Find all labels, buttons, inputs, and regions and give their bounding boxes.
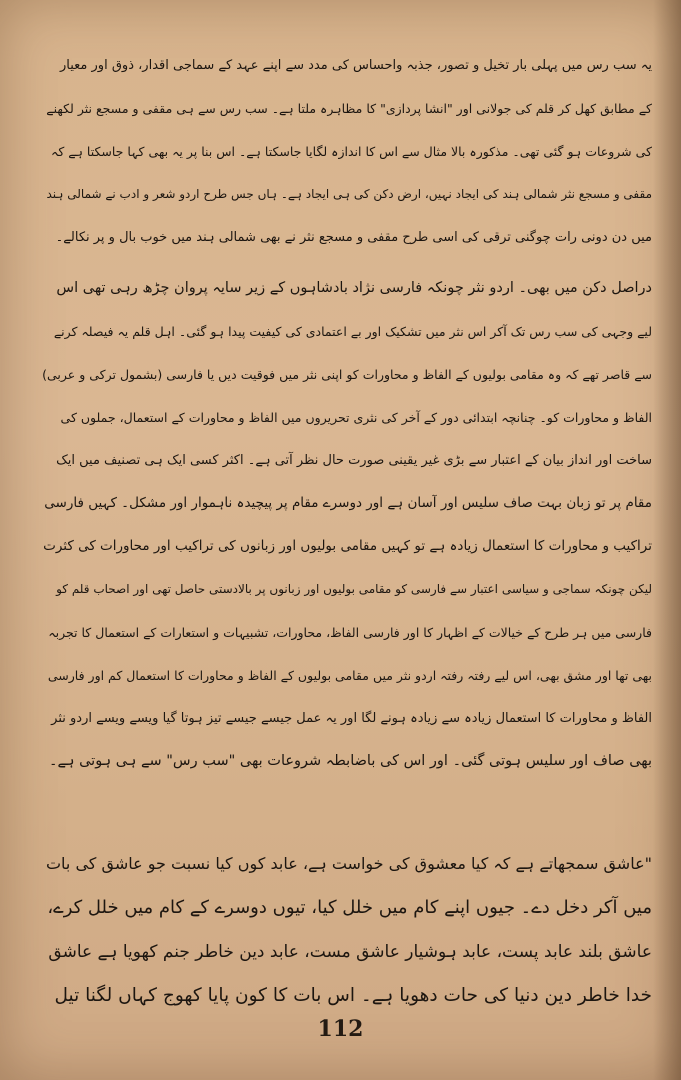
text-line: کے مطابق کھل کر قلم کی جولانی اور "انشا پردازی" کا مظاہرہ ملتا ہے۔ سب رس سے ہی مقفی و مسجع نثر لکھنے	[46, 101, 652, 116]
text-line: تراکیب و محاورات کا استعمال زیادہ ہے تو کہیں مقامی بولیوں اور زبانوں کی تراکیب اور محاورات کی کثرت	[43, 538, 652, 554]
text-line: دراصل دکن میں بھی۔ اردو نثر چونکہ فارسی نژاد بادشاہوں کے زیر سایہ پروان چڑھ رہی تھی اس	[56, 280, 652, 296]
text-line: یہ سب رس میں پہلی بار تخیل و تصور، جذبہ واحساس کی مدد سے اپنے عہد کے سماجی اقدار، ذوق اور معیار	[60, 58, 652, 73]
quotation-block	[40, 842, 652, 1018]
body-text	[40, 44, 652, 783]
text-line: بھی تھا اور مشق بھی، اس لیے رفتہ رفتہ اردو نثر میں مقامی بولیوں کے الفاظ و محاورات کا استعمال کم اور فارسی	[47, 668, 652, 683]
page-number: 112	[317, 1016, 364, 1042]
text-line: میں دن دونی رات چوگنی ترقی کی اسی طرح مقفی و مسجع نثر نے بھی شمالی ہند میں خوب بال و پر نکالے۔	[55, 230, 652, 245]
quote-line: خدا خاطر دین دنیا کی حات دھویا ہے۔ اس بات کا کون پایا کھوج کہاں لگنا تیل	[54, 985, 652, 1006]
text-line: لیے وجہی کی سب رس تک آکر اس نثر میں تشکیک اور بے اعتمادی کی کیفیت پیدا ہو گئی۔ اہل قلم یہ فیصلہ کرنے	[53, 324, 652, 339]
text-line: لیکن چونکہ سماجی و سیاسی اعتبار سے فارسی کو مقامی بولیوں اور زبانوں پر بالادستی حاصل تھی اور اصحاب قلم کو	[56, 582, 652, 596]
text-line: کی شروعات ہو گئی تھی۔ مذکورہ بالا مثال سے اس کا اندازہ لگایا جاسکتا ہے۔ اس بنا پر یہ بھی کہا جاسکتا ہے کہ	[51, 144, 652, 159]
quote-line: "عاشق سمجھاتے ہے کہ کیا معشوق کی خواست ہے، عابد کوں کیا نسبت جو عاشق کی بات	[45, 854, 652, 873]
text-line: الفاظ و محاورات کو۔ چنانچہ ابتدائی دور کے آخر کی نثری تحریروں میں الفاظ و محاورات کے استعمال، جملوں کی	[60, 410, 652, 425]
text-line: مقفی و مسجع نثر شمالی ہند کی ایجاد نہیں، ارض دکن کی ہی ایجاد ہے۔ ہاں جس طرح اردو شعر و ادب نے شمالی ہند	[46, 187, 652, 201]
quote-line: میں آکر دخل دے۔ جیوں اپنے کام میں خلل کیا، تیوں دوسرے کے کام میں خلل کرے،	[47, 897, 652, 918]
text-line: الفاظ و محاورات کا استعمال زیادہ سے زیادہ ہونے لگا اور یہ عمل جیسے جیسے تیز ہوتا گیا ویسے ویسے اردو نثر	[51, 711, 652, 726]
quote-line: عاشق بلند عابد پست، عابد ہوشیار عاشق مست، عابد دین خاطر جنم کھویا ہے عاشق	[48, 942, 652, 962]
text-line: بھی صاف اور سلیس ہوتی گئی۔ اور اس کی باضابطہ شروعات بھی "سب رس" سے ہی ہوتی ہے۔	[48, 753, 652, 769]
text-line: مقام پر تو زبان بہت صاف سلیس اور آسان ہے اور دوسرے مقام پر پیچیدہ ناہموار اور مشکل۔ کہیں فارسی	[44, 495, 652, 511]
text-line: فارسی میں ہر طرح کے خیالات کے اظہار کا اور فارسی الفاظ، محاورات، تشبیہات و استعارات کے استعمال کا تجربہ	[48, 625, 652, 640]
text-line: سے قاصر تھے کہ وہ مقامی بولیوں کے الفاظ و محاورات کو اپنی نثر میں فوقیت دیں یا فارسی (بشمول ترکی و عربی)	[42, 367, 652, 382]
text-line: ساخت اور انداز بیان کے اعتبار سے بڑی غیر یقینی صورت حال نظر آتی ہے۔ اکثر کسی ایک ہی تصنیف میں ایک	[56, 453, 652, 468]
